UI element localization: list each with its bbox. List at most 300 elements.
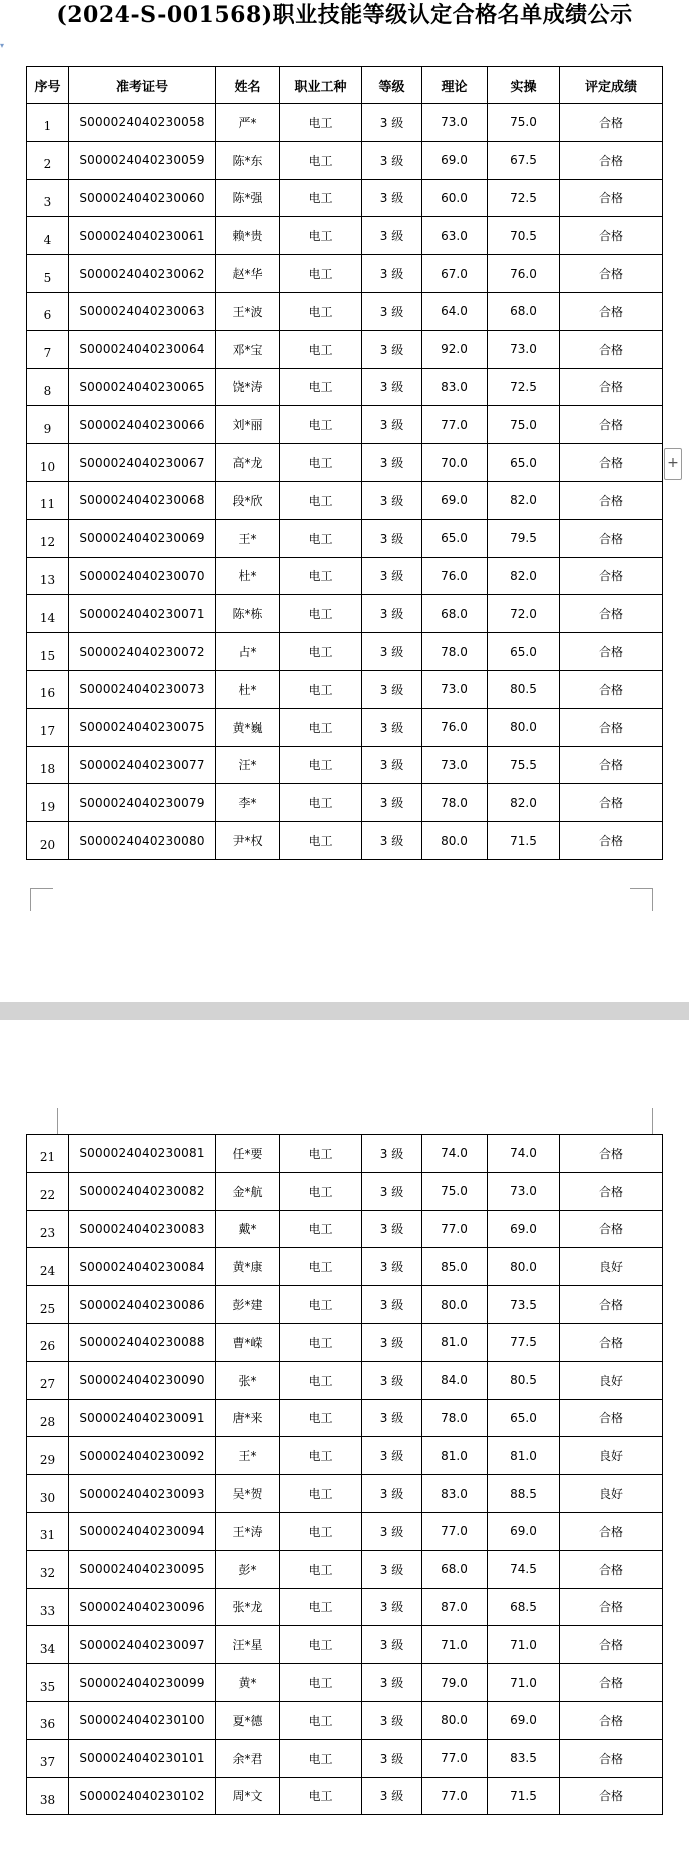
cell-row-number xyxy=(27,104,69,142)
cell-result: 合格 xyxy=(560,1286,663,1324)
table-row xyxy=(27,217,663,255)
cell-job-type: 电工 xyxy=(280,444,362,482)
cell-job-type: 电工 xyxy=(280,1626,362,1664)
cell-exam-id: S000024040230059 xyxy=(69,141,216,179)
cell-practice-score: 77.5 xyxy=(488,1323,560,1361)
cell-row-number xyxy=(27,1135,69,1173)
cell-candidate-name: 余*君 xyxy=(216,1739,280,1777)
cell-row-number xyxy=(27,519,69,557)
cell-candidate-name: 王*涛 xyxy=(216,1512,280,1550)
cell-practice-score: 80.5 xyxy=(488,670,560,708)
cell-exam-id: S000024040230092 xyxy=(69,1437,216,1475)
row-number-text: 1 xyxy=(43,119,52,134)
cell-candidate-name: 曹*嵘 xyxy=(216,1323,280,1361)
cell-candidate-name: 邓*宝 xyxy=(216,330,280,368)
cell-result: 合格 xyxy=(560,141,663,179)
header-practice: 实操 xyxy=(488,67,560,104)
cell-level: 3 级 xyxy=(362,330,422,368)
cell-exam-id: S000024040230066 xyxy=(69,406,216,444)
cell-level: 3 级 xyxy=(362,822,422,860)
table-row xyxy=(27,1475,663,1513)
row-number-text: 23 xyxy=(39,1225,56,1240)
cell-job-type: 电工 xyxy=(280,1550,362,1588)
cell-job-type: 电工 xyxy=(280,1777,362,1815)
table-header-row xyxy=(27,67,663,104)
cell-practice-score: 75.0 xyxy=(488,406,560,444)
row-number-text: 11 xyxy=(39,497,56,512)
cell-job-type: 电工 xyxy=(280,1739,362,1777)
cell-candidate-name: 刘*丽 xyxy=(216,406,280,444)
cell-level: 3 级 xyxy=(362,1210,422,1248)
cell-row-number xyxy=(27,1664,69,1702)
cell-job-type: 电工 xyxy=(280,557,362,595)
cell-result: 合格 xyxy=(560,330,663,368)
cell-theory-score: 73.0 xyxy=(422,104,488,142)
cell-job-type: 电工 xyxy=(280,406,362,444)
cell-level: 3 级 xyxy=(362,1286,422,1324)
cell-level: 3 级 xyxy=(362,746,422,784)
table-row xyxy=(27,1701,663,1739)
cell-result: 合格 xyxy=(560,217,663,255)
cell-candidate-name: 金*航 xyxy=(216,1172,280,1210)
cell-theory-score: 80.0 xyxy=(422,1286,488,1324)
cell-row-number xyxy=(27,217,69,255)
cell-level: 3 级 xyxy=(362,217,422,255)
cell-exam-id: S000024040230062 xyxy=(69,255,216,293)
cell-result: 合格 xyxy=(560,595,663,633)
cell-exam-id: S000024040230100 xyxy=(69,1701,216,1739)
row-number-text: 22 xyxy=(39,1188,56,1203)
row-number-text: 34 xyxy=(39,1641,56,1656)
table-row xyxy=(27,1286,663,1324)
cell-row-number xyxy=(27,1286,69,1324)
cell-level: 3 级 xyxy=(362,595,422,633)
row-number-text: 27 xyxy=(39,1377,56,1392)
cell-exam-id: S000024040230075 xyxy=(69,708,216,746)
cell-practice-score: 83.5 xyxy=(488,1739,560,1777)
row-number-text: 8 xyxy=(43,383,52,398)
cell-exam-id: S000024040230097 xyxy=(69,1626,216,1664)
cell-theory-score: 80.0 xyxy=(422,822,488,860)
cell-row-number xyxy=(27,368,69,406)
cell-row-number xyxy=(27,784,69,822)
cell-candidate-name: 杜* xyxy=(216,557,280,595)
cell-exam-id: S000024040230088 xyxy=(69,1323,216,1361)
table-row xyxy=(27,292,663,330)
cell-practice-score: 75.5 xyxy=(488,746,560,784)
cell-theory-score: 77.0 xyxy=(422,1210,488,1248)
cell-practice-score: 74.5 xyxy=(488,1550,560,1588)
cell-candidate-name: 张*龙 xyxy=(216,1588,280,1626)
row-number-text: 3 xyxy=(43,194,52,209)
table-row xyxy=(27,1399,663,1437)
cell-practice-score: 79.5 xyxy=(488,519,560,557)
cell-level: 3 级 xyxy=(362,104,422,142)
cell-theory-score: 80.0 xyxy=(422,1701,488,1739)
cell-row-number xyxy=(27,444,69,482)
cell-practice-score: 80.0 xyxy=(488,708,560,746)
table-row xyxy=(27,784,663,822)
cell-result: 合格 xyxy=(560,104,663,142)
cell-practice-score: 65.0 xyxy=(488,1399,560,1437)
cell-row-number xyxy=(27,822,69,860)
cell-result: 合格 xyxy=(560,557,663,595)
cell-theory-score: 83.0 xyxy=(422,1475,488,1513)
cell-practice-score: 73.0 xyxy=(488,1172,560,1210)
cell-job-type: 电工 xyxy=(280,1588,362,1626)
table-row xyxy=(27,1135,663,1173)
table-row xyxy=(27,1588,663,1626)
row-number-text: 7 xyxy=(43,346,52,361)
cell-row-number xyxy=(27,1626,69,1664)
cell-practice-score: 65.0 xyxy=(488,633,560,671)
cell-exam-id: S000024040230073 xyxy=(69,670,216,708)
cell-job-type: 电工 xyxy=(280,633,362,671)
cell-job-type: 电工 xyxy=(280,217,362,255)
cell-theory-score: 71.0 xyxy=(422,1626,488,1664)
cell-row-number xyxy=(27,557,69,595)
table-row xyxy=(27,1626,663,1664)
table-row xyxy=(27,1739,663,1777)
cell-theory-score: 81.0 xyxy=(422,1437,488,1475)
cell-level: 3 级 xyxy=(362,292,422,330)
cell-exam-id: S000024040230094 xyxy=(69,1512,216,1550)
cell-practice-score: 70.5 xyxy=(488,217,560,255)
cell-candidate-name: 吴*贺 xyxy=(216,1475,280,1513)
cell-level: 3 级 xyxy=(362,1739,422,1777)
table-row xyxy=(27,822,663,860)
cell-result: 合格 xyxy=(560,708,663,746)
cell-result: 合格 xyxy=(560,1777,663,1815)
cell-exam-id: S000024040230091 xyxy=(69,1399,216,1437)
header-result: 评定成绩 xyxy=(560,67,663,104)
row-number-text: 18 xyxy=(39,761,56,776)
cell-level: 3 级 xyxy=(362,1550,422,1588)
cell-job-type: 电工 xyxy=(280,141,362,179)
cell-level: 3 级 xyxy=(362,1475,422,1513)
cell-practice-score: 82.0 xyxy=(488,784,560,822)
cell-result: 合格 xyxy=(560,670,663,708)
cell-row-number xyxy=(27,1777,69,1815)
cell-row-number xyxy=(27,708,69,746)
row-number-text: 19 xyxy=(39,799,56,814)
cell-exam-id: S000024040230083 xyxy=(69,1210,216,1248)
cell-exam-id: S000024040230099 xyxy=(69,1664,216,1702)
caret-down-icon[interactable]: ▾ xyxy=(0,41,5,50)
cell-theory-score: 76.0 xyxy=(422,708,488,746)
cell-theory-score: 78.0 xyxy=(422,784,488,822)
cell-job-type: 电工 xyxy=(280,708,362,746)
cell-exam-id: S000024040230071 xyxy=(69,595,216,633)
cell-level: 3 级 xyxy=(362,1777,422,1815)
cell-result: 合格 xyxy=(560,1399,663,1437)
cell-theory-score: 75.0 xyxy=(422,1172,488,1210)
cell-theory-score: 69.0 xyxy=(422,141,488,179)
cell-candidate-name: 段*欣 xyxy=(216,481,280,519)
table-row xyxy=(27,104,663,142)
cell-candidate-name: 陈*栋 xyxy=(216,595,280,633)
cell-level: 3 级 xyxy=(362,519,422,557)
table-row xyxy=(27,1361,663,1399)
cell-practice-score: 69.0 xyxy=(488,1512,560,1550)
cell-exam-id: S000024040230072 xyxy=(69,633,216,671)
cell-exam-id: S000024040230093 xyxy=(69,1475,216,1513)
row-number-text: 25 xyxy=(39,1301,56,1316)
cell-exam-id: S000024040230061 xyxy=(69,217,216,255)
cell-job-type: 电工 xyxy=(280,595,362,633)
header-no: 序号 xyxy=(27,67,69,104)
cell-exam-id: S000024040230058 xyxy=(69,104,216,142)
table-row xyxy=(27,481,663,519)
cell-level: 3 级 xyxy=(362,1437,422,1475)
cell-candidate-name: 汪*星 xyxy=(216,1626,280,1664)
cell-level: 3 级 xyxy=(362,1323,422,1361)
cell-candidate-name: 汪* xyxy=(216,746,280,784)
cell-level: 3 级 xyxy=(362,633,422,671)
cell-row-number xyxy=(27,292,69,330)
cell-job-type: 电工 xyxy=(280,1399,362,1437)
cell-practice-score: 71.5 xyxy=(488,1777,560,1815)
table-row xyxy=(27,1210,663,1248)
cell-practice-score: 73.0 xyxy=(488,330,560,368)
cell-candidate-name: 赖*贵 xyxy=(216,217,280,255)
cell-practice-score: 88.5 xyxy=(488,1475,560,1513)
results-table-page-1 xyxy=(26,66,663,860)
table-row xyxy=(27,1777,663,1815)
cell-result: 合格 xyxy=(560,406,663,444)
cell-practice-score: 71.0 xyxy=(488,1664,560,1702)
row-number-text: 14 xyxy=(39,610,56,625)
cell-level: 3 级 xyxy=(362,1664,422,1702)
cell-theory-score: 83.0 xyxy=(422,368,488,406)
table-row xyxy=(27,368,663,406)
cell-job-type: 电工 xyxy=(280,1664,362,1702)
cell-exam-id: S000024040230065 xyxy=(69,368,216,406)
cell-practice-score: 72.5 xyxy=(488,368,560,406)
cell-exam-id: S000024040230084 xyxy=(69,1248,216,1286)
cell-theory-score: 87.0 xyxy=(422,1588,488,1626)
row-number-text: 31 xyxy=(39,1528,56,1543)
cell-practice-score: 69.0 xyxy=(488,1210,560,1248)
cell-job-type: 电工 xyxy=(280,784,362,822)
cell-candidate-name: 戴* xyxy=(216,1210,280,1248)
row-number-text: 12 xyxy=(39,535,56,550)
cell-practice-score: 82.0 xyxy=(488,557,560,595)
cell-level: 3 级 xyxy=(362,1626,422,1664)
cell-theory-score: 77.0 xyxy=(422,406,488,444)
cell-row-number xyxy=(27,1739,69,1777)
cell-theory-score: 65.0 xyxy=(422,519,488,557)
cell-result: 合格 xyxy=(560,519,663,557)
cell-practice-score: 75.0 xyxy=(488,104,560,142)
cell-candidate-name: 陈*强 xyxy=(216,179,280,217)
header-job: 职业工种 xyxy=(280,67,362,104)
row-number-text: 33 xyxy=(39,1603,56,1618)
cell-exam-id: S000024040230063 xyxy=(69,292,216,330)
cell-candidate-name: 周*文 xyxy=(216,1777,280,1815)
page-title: (2024-S-001568)职业技能等级认定合格名单成绩公示 xyxy=(56,2,633,28)
cell-candidate-name: 黄*康 xyxy=(216,1248,280,1286)
cell-result: 合格 xyxy=(560,1701,663,1739)
table-row xyxy=(27,519,663,557)
cell-level: 3 级 xyxy=(362,670,422,708)
cell-job-type: 电工 xyxy=(280,481,362,519)
table-row xyxy=(27,1550,663,1588)
cell-row-number xyxy=(27,1701,69,1739)
cell-candidate-name: 尹*权 xyxy=(216,822,280,860)
cell-candidate-name: 黄*巍 xyxy=(216,708,280,746)
cell-theory-score: 73.0 xyxy=(422,670,488,708)
cell-practice-score: 71.5 xyxy=(488,822,560,860)
page-corner-mark xyxy=(30,888,53,911)
cell-result: 合格 xyxy=(560,368,663,406)
cell-practice-score: 80.0 xyxy=(488,1248,560,1286)
cell-row-number xyxy=(27,481,69,519)
add-row-button[interactable]: + xyxy=(664,448,682,480)
cell-job-type: 电工 xyxy=(280,330,362,368)
cell-job-type: 电工 xyxy=(280,104,362,142)
cell-result: 良好 xyxy=(560,1248,663,1286)
cell-row-number xyxy=(27,1550,69,1588)
cell-exam-id: S000024040230081 xyxy=(69,1135,216,1173)
cell-level: 3 级 xyxy=(362,1512,422,1550)
cell-candidate-name: 王*波 xyxy=(216,292,280,330)
cell-candidate-name: 占* xyxy=(216,633,280,671)
cell-exam-id: S000024040230070 xyxy=(69,557,216,595)
cell-row-number xyxy=(27,1210,69,1248)
page-break-gap xyxy=(0,1002,689,1020)
cell-row-number xyxy=(27,179,69,217)
cell-result: 合格 xyxy=(560,1135,663,1173)
cell-theory-score: 77.0 xyxy=(422,1777,488,1815)
table-row xyxy=(27,1323,663,1361)
row-number-text: 26 xyxy=(39,1339,56,1354)
header-theory: 理论 xyxy=(422,67,488,104)
cell-candidate-name: 彭*建 xyxy=(216,1286,280,1324)
table-row xyxy=(27,670,663,708)
row-number-text: 20 xyxy=(39,837,56,852)
cell-candidate-name: 杜* xyxy=(216,670,280,708)
cell-result: 良好 xyxy=(560,1361,663,1399)
cell-theory-score: 68.0 xyxy=(422,1550,488,1588)
table-row xyxy=(27,406,663,444)
cell-theory-score: 77.0 xyxy=(422,1739,488,1777)
row-number-text: 24 xyxy=(39,1263,56,1278)
cell-row-number xyxy=(27,1437,69,1475)
row-number-text: 4 xyxy=(43,232,52,247)
table-row xyxy=(27,444,663,482)
table-row xyxy=(27,1664,663,1702)
row-number-text: 5 xyxy=(43,270,52,285)
cell-row-number xyxy=(27,1361,69,1399)
cell-result: 合格 xyxy=(560,1172,663,1210)
cell-practice-score: 68.5 xyxy=(488,1588,560,1626)
cell-job-type: 电工 xyxy=(280,1286,362,1324)
cell-level: 3 级 xyxy=(362,1701,422,1739)
cell-practice-score: 71.0 xyxy=(488,1626,560,1664)
cell-job-type: 电工 xyxy=(280,1210,362,1248)
row-number-text: 16 xyxy=(39,686,56,701)
cell-level: 3 级 xyxy=(362,557,422,595)
cell-row-number xyxy=(27,1172,69,1210)
cell-result: 合格 xyxy=(560,822,663,860)
cell-candidate-name: 彭* xyxy=(216,1550,280,1588)
row-number-text: 9 xyxy=(43,421,52,436)
cell-theory-score: 77.0 xyxy=(422,1512,488,1550)
cell-row-number xyxy=(27,1399,69,1437)
cell-theory-score: 85.0 xyxy=(422,1248,488,1286)
cell-exam-id: S000024040230068 xyxy=(69,481,216,519)
cell-practice-score: 81.0 xyxy=(488,1437,560,1475)
cell-exam-id: S000024040230102 xyxy=(69,1777,216,1815)
cell-result: 合格 xyxy=(560,1739,663,1777)
header-name: 姓名 xyxy=(216,67,280,104)
row-number-text: 13 xyxy=(39,572,56,587)
cell-exam-id: S000024040230095 xyxy=(69,1550,216,1588)
cell-exam-id: S000024040230079 xyxy=(69,784,216,822)
cell-practice-score: 82.0 xyxy=(488,481,560,519)
cell-row-number xyxy=(27,141,69,179)
cell-level: 3 级 xyxy=(362,1172,422,1210)
cell-row-number xyxy=(27,633,69,671)
cell-candidate-name: 高*龙 xyxy=(216,444,280,482)
table-row xyxy=(27,746,663,784)
row-number-text: 36 xyxy=(39,1717,56,1732)
cell-theory-score: 70.0 xyxy=(422,444,488,482)
cell-job-type: 电工 xyxy=(280,255,362,293)
table-row xyxy=(27,708,663,746)
row-number-text: 21 xyxy=(39,1150,56,1165)
cell-level: 3 级 xyxy=(362,1588,422,1626)
cell-candidate-name: 赵*华 xyxy=(216,255,280,293)
cell-result: 合格 xyxy=(560,481,663,519)
cell-practice-score: 73.5 xyxy=(488,1286,560,1324)
cell-result: 合格 xyxy=(560,179,663,217)
table-row xyxy=(27,330,663,368)
cell-result: 合格 xyxy=(560,1323,663,1361)
cell-theory-score: 67.0 xyxy=(422,255,488,293)
cell-exam-id: S000024040230060 xyxy=(69,179,216,217)
cell-practice-score: 72.5 xyxy=(488,179,560,217)
cell-level: 3 级 xyxy=(362,179,422,217)
cell-candidate-name: 张* xyxy=(216,1361,280,1399)
table-row xyxy=(27,255,663,293)
cell-practice-score: 68.0 xyxy=(488,292,560,330)
cell-practice-score: 67.5 xyxy=(488,141,560,179)
cell-job-type: 电工 xyxy=(280,1475,362,1513)
cell-level: 3 级 xyxy=(362,708,422,746)
cell-practice-score: 80.5 xyxy=(488,1361,560,1399)
cell-practice-score: 65.0 xyxy=(488,444,560,482)
cell-result: 合格 xyxy=(560,1626,663,1664)
cell-candidate-name: 夏*德 xyxy=(216,1701,280,1739)
cell-result: 良好 xyxy=(560,1475,663,1513)
cell-job-type: 电工 xyxy=(280,1361,362,1399)
row-number-text: 37 xyxy=(39,1755,56,1770)
row-number-text: 2 xyxy=(43,157,52,172)
cell-theory-score: 92.0 xyxy=(422,330,488,368)
cell-candidate-name: 唐*来 xyxy=(216,1399,280,1437)
cell-result: 合格 xyxy=(560,255,663,293)
cell-exam-id: S000024040230077 xyxy=(69,746,216,784)
cell-theory-score: 78.0 xyxy=(422,1399,488,1437)
cell-theory-score: 81.0 xyxy=(422,1323,488,1361)
cell-level: 3 级 xyxy=(362,784,422,822)
cell-theory-score: 69.0 xyxy=(422,481,488,519)
cell-row-number xyxy=(27,595,69,633)
header-exam-id: 准考证号 xyxy=(69,67,216,104)
cell-level: 3 级 xyxy=(362,1135,422,1173)
